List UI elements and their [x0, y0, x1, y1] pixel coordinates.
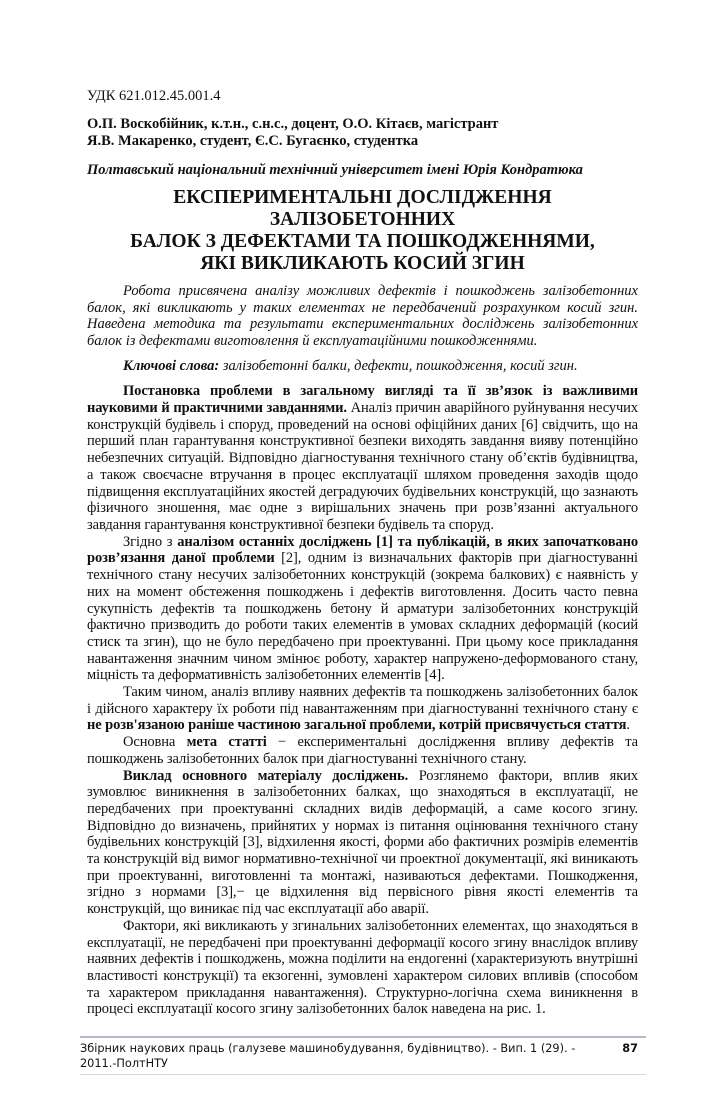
paragraph-text: Фактори, які викликають у згинальних залізобетонних елементах, що знаходяться в експлуатації, не передбачені при проектуванні деформації косого згину внаслідок впливу наявних дефектів і пошкоджень, можна поділити на ендогенні (характеризують внутрішні властивості конструкції) та екзогенні, зумовлені характером силових впливів (способом та характером прикладання навантаження). Структурно-логічна схема виникнення в процесі експлуатації косого згину залізобетонних балок наведена на рис. 1.	[87, 917, 638, 1018]
page-number: 87	[622, 1042, 638, 1056]
title-line: ЕКСПЕРИМЕНТАЛЬНІ ДОСЛІДЖЕННЯ ЗАЛІЗОБЕТОННИХ	[173, 187, 552, 230]
title-line: БАЛОК З ДЕФЕКТАМИ ТА ПОШКОДЖЕННЯМИ,	[130, 231, 595, 252]
authors-line: Я.В. Макаренко, студент, Є.С. Бугаєнко, студентка	[87, 133, 419, 149]
title-line: ЯКІ ВИКЛИКАЮТЬ КОСИЙ ЗГИН	[200, 253, 525, 274]
paragraph-text: [2], одним із визначальних факторів при діагностуванні технічного стану несучих залізобетонних конструкцій (зокрема балкових) є наявність у них на момент обстеження пошкоджень і дефектів виготовлення. Досить часто певна сукупність дефектів та пошкоджень бетону й арматури залізобетонних конструкцій фактично призводить до роботи таких елементів в умовах складних деформацій (косий стиск та згин), що не було передбачено при проектуванні. При цьому косе прикладання навантаження значним чином змінює роботу, характер напружено-деформованого стану, міцність та деформативність залізобетонних елементів [4].	[87, 550, 638, 684]
authors	[87, 116, 638, 150]
abstract: Робота присвячена аналізу можливих дефектів і пошкоджень залізобетонних балок, які викликають у таких елементах не передбачений розрахунком косий згин. Наведена методика та результати експериментальних досліджень залізобетонних балок із дефектами виготовлення й експлуатаційними пошкодженнями.	[87, 283, 638, 349]
paragraph-text: Таким чином, аналіз впливу наявних дефектів та пошкоджень залізобетонних балок і дійсного характеру їх роботи під навантаженням при діагностуванні технічного стану є	[87, 684, 638, 717]
paragraph-text: Згідно з	[123, 533, 178, 550]
affiliation: Полтавський національний технічний університет імені Юрія Кондратюка	[87, 162, 583, 178]
authors-line: О.П. Воскобійник, к.т.н., с.н.с., доцент, О.О. Кітаєв, магістрант	[87, 116, 499, 132]
emphasis: мета статті	[186, 734, 267, 751]
paragraph	[87, 534, 638, 684]
article-body	[87, 383, 638, 1018]
journal-info: Збірник наукових праць (галузеве машинобудування, будівництво). - Вип. 1 (29). - 2011.-ПолтНТУ	[80, 1042, 576, 1071]
emphasis: не розв'язаною раніше частиною загальної проблеми, котрій присвячується стаття	[87, 717, 627, 734]
udc-code: УДК 621.012.45.001.4	[87, 88, 221, 104]
paragraph-text: Розглянемо фактори, вплив яких зумовлює виникнення в залізобетонних балках, що знаходяться в експлуатації, не передбачених при проектуванні складних видів деформацій, а саме косого згину. Відповідно до визначень, прийнятих у нормах із питання оцінювання технічного стану будівельних конструкцій [3], відхилення якості, форми або фактичних розмірів елементів та конструкцій від вимог нормативно-технічної чи проектної документації, які виникають при проектуванні, виготовленні та монтажі, називаються дефектами. Пошкодження, згідно з нормами [3],− це відхилення від первісного рівня якості елементів та конструкцій, що виникає під час експлуатації або аварії.	[87, 767, 638, 918]
page-footer	[80, 1036, 646, 1075]
paragraph	[87, 768, 638, 918]
article	[87, 88, 638, 1018]
paragraph-text: .	[626, 717, 630, 734]
paragraph-text: Аналіз причин аварійного руйнування несучих конструкцій будівель і споруд, проведений на основі офіційних даних [6] свідчить, що на перший план гарантування конструктивної безпеки виходять завдання вияву потенційно небезпечних ситуацій. Відповідно діагностування технічного стану об’єктів будівництва, а також своєчасне втручання в процес експлуатації шляхом проведення заходів щодо підвищення експлуатаційних якостей деградуючих будівельних конструкцій, що зазнають фізичного зношення, має одне з вирішальних значень при розв’язанні актуального завдання гарантування конструктивної безпеки будівель та споруд.	[87, 400, 638, 533]
paragraph	[87, 918, 638, 1018]
article-title	[87, 187, 638, 275]
keywords	[87, 358, 638, 375]
paragraph-text: − експериментальні дослідження впливу дефектів та пошкоджень залізобетонних балок при діагностуванні технічного стану.	[87, 734, 638, 767]
paragraph	[87, 684, 638, 734]
paragraph	[87, 383, 638, 533]
paragraph-text: Основна	[123, 734, 187, 751]
section-heading: Постановка проблеми в загальному вигляді та її зв’язок із важливими науковими й практичними завданнями.	[87, 383, 638, 417]
keywords-text: залізобетонні балки, дефекти, пошкодження, косий згин.	[219, 358, 578, 375]
section-heading: Виклад основного матеріалу досліджень.	[123, 767, 409, 784]
emphasis: аналізом останніх досліджень [1] та публікацій, в яких започатковано розв’язання даної проблеми	[87, 533, 638, 567]
keywords-label: Ключові слова:	[123, 358, 220, 375]
paragraph	[87, 734, 638, 767]
